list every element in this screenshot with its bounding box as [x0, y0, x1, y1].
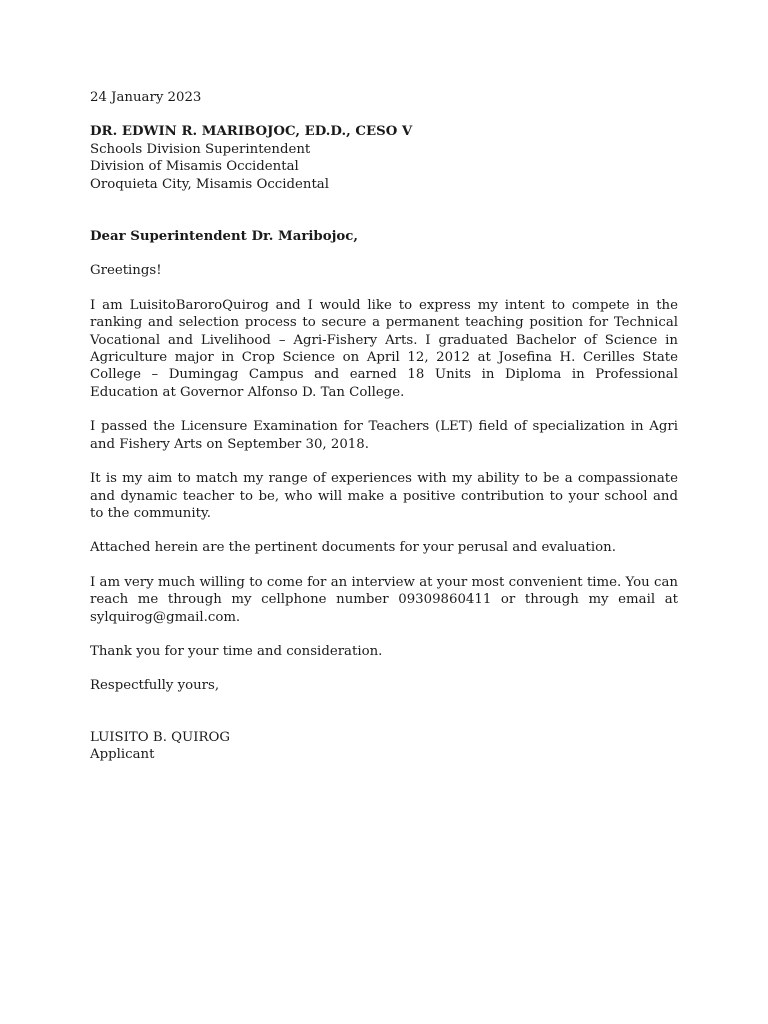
body-paragraph-aim: It is my aim to match my range of experiences with my ability to be a compassionate and dynamic teacher to be, who will make a positive contribution to your school and to the community.: [90, 471, 678, 521]
signature-title: Applicant: [90, 747, 155, 763]
letter-date: 24 January 2023: [90, 90, 202, 105]
letter-page: [90, 89, 678, 764]
recipient-division: Division of Misamis Occidental: [90, 159, 299, 175]
body-paragraph-contact: I am very much willing to come for an interview at your most convenient time. You can reach me through my cellphone number 09309860411 or through my email at sylquirog@gmail.com.: [90, 574, 678, 625]
recipient-name: DR. EDWIN R. MARIBOJOC, ED.D., CESO V: [90, 124, 413, 140]
body-paragraph-attachments: Attached herein are the pertinent documents for your perusal and evaluation.: [90, 540, 616, 556]
greeting: Greetings!: [90, 263, 162, 279]
recipient-position: Schools Division Superintendent: [90, 141, 311, 157]
body-paragraph-license: I passed the Licensure Examination for Teachers (LET) field of specialization in Agri and Fishery Arts on September 30, 2018.: [90, 419, 678, 452]
signature-name: LUISITO B. QUIROG: [90, 729, 231, 745]
salutation: Dear Superintendent Dr. Maribojoc,: [90, 229, 358, 245]
body-paragraph-thanks: Thank you for your time and consideration.: [90, 643, 383, 659]
recipient-city: Oroquieta City, Misamis Occidental: [90, 176, 329, 192]
body-paragraph-intent: I am LuisitoBaroroQuirog and I would like to express my intent to compete in the ranking and selection process to secure a permanent teaching position for Technical Vocational and Livelihood – Agri-Fishery Arts. I graduated Bachelor of Science in Agriculture major in Crop Science on April 12, 2012 at Josefina H. Cerilles State College – Dumingag Campus and earned 18 Units in Diploma in Professional Education at Governor Alfonso D. Tan College.: [90, 297, 678, 400]
recipient-block: [90, 123, 678, 193]
closing: Respectfully yours,: [90, 678, 220, 694]
